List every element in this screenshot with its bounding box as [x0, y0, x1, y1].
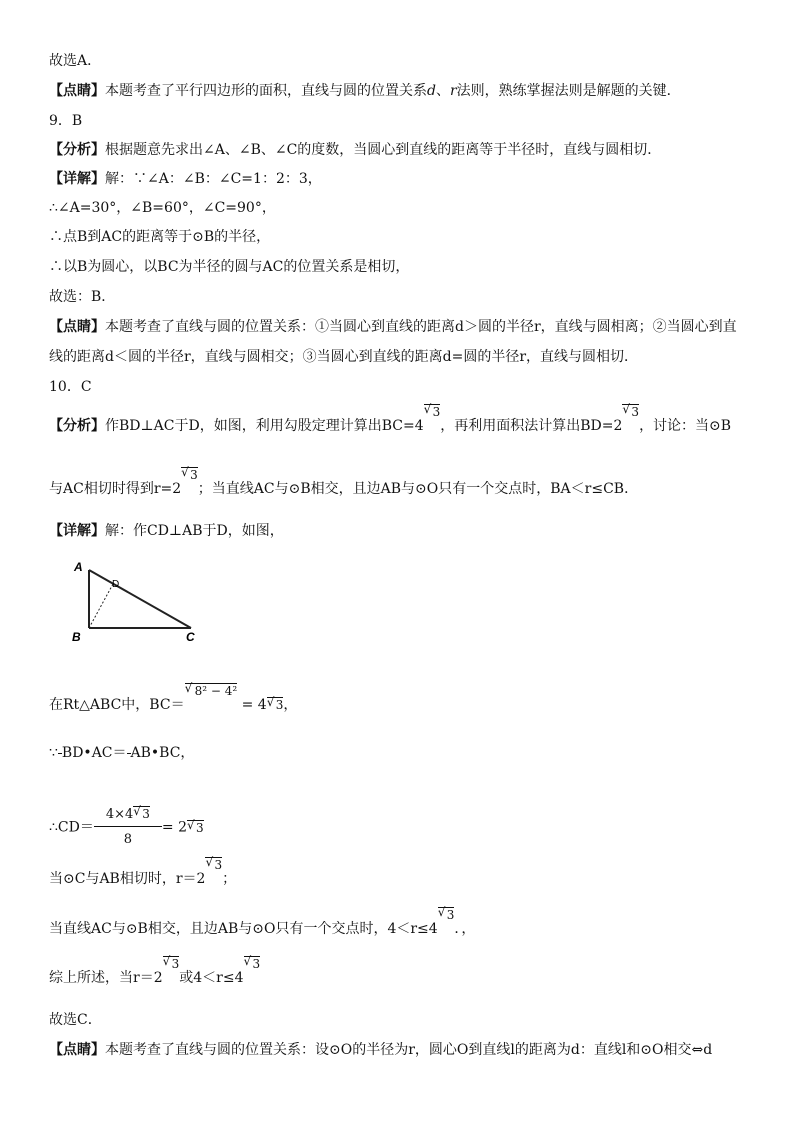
text: ∵: [49, 745, 58, 761]
line-area: [49, 744, 194, 762]
text: 作BD⊥AC于D，如图，利用勾股定理计算出BC=4: [105, 418, 424, 434]
radical-bc: √ 8² − 4²: [185, 683, 238, 698]
tag: 【点睛】: [49, 319, 105, 335]
tag: 【分析】: [49, 142, 105, 158]
sqrt3: √ 3: [622, 404, 639, 419]
text: 或4＜r≤4: [179, 970, 244, 986]
text: ．，: [454, 921, 476, 937]
sqrt3: √ 3: [424, 404, 441, 419]
label-b: B: [72, 630, 81, 644]
text: = 4: [237, 697, 267, 713]
tag: 【详解】: [49, 171, 105, 187]
text: ∴CD＝: [49, 819, 94, 836]
line-analysis-10: [49, 405, 732, 435]
line-detail-10: [49, 522, 284, 540]
tag: 【分析】: [49, 418, 105, 434]
text: ，: [283, 697, 298, 713]
text: ，讨论：当⊙B: [639, 418, 732, 434]
line-conclusion-b: 故选：B．: [49, 289, 116, 305]
tag: 【详解】: [49, 523, 105, 539]
line-conclusion-a: 故选A．: [49, 53, 102, 69]
line-comment-10: [49, 1041, 712, 1059]
line-comment-9-cont: 线的距离d＜圆的半径r，直线与圆相交；③当圆心到直线的距离d=圆的半径r，直线与圆相切．: [49, 349, 639, 365]
line-bc: [49, 684, 298, 714]
text: ，再利用面积法计算出BD=2: [440, 418, 623, 434]
line-analysis-9: [49, 141, 661, 159]
sqrt3: √ 3: [181, 467, 198, 482]
text: 综上所述，当r＝2: [49, 970, 163, 986]
var-r: r: [449, 83, 457, 99]
text: 与AC相切时得到r=2: [49, 481, 182, 497]
sqrt3: √ 3: [205, 857, 222, 872]
sqrt3: √ 3: [438, 907, 455, 922]
line-intersect: [49, 908, 476, 938]
fraction-cd: $\frac{4\times 4√ 3}{8}$: [94, 806, 162, 849]
line-angles: ∴∠A=30°，∠B=60°，∠C=90°，: [49, 200, 276, 216]
text: 法则，熟练掌握法则是解题的关键．: [456, 83, 681, 99]
text: = 2: [161, 819, 188, 836]
label-a: A: [74, 560, 83, 574]
text: AB•BC，: [130, 745, 195, 761]
tag: 【点睛】: [49, 83, 105, 99]
text: 本题考查了直线与圆的位置关系：设⊙O的半径为r，圆心O到直线l的距离为d：直线l和⊙O相交⇔d: [105, 1042, 713, 1058]
text: 根据题意先求出∠A、∠B、∠C的度数，当圆心到直线的距离等于半径时，直线与圆相切．: [105, 142, 662, 158]
tag: 【点睛】: [49, 1042, 105, 1058]
label-d: D: [112, 579, 120, 590]
sqrt3: √ 3: [244, 956, 261, 971]
text: 解：∵∠A：∠B：∠C=1：2：3，: [105, 171, 322, 187]
line-cd: [49, 806, 204, 849]
line-comment-9: [49, 318, 737, 336]
line-summary: [49, 957, 261, 987]
text: 本题考查了平行四边形的面积，直线与圆的位置关系: [105, 83, 427, 99]
text: 本题考查了直线与圆的位置关系：①当圆心到直线的距离d＞圆的半径r，直线与圆相离；②当圆心到直: [105, 319, 737, 335]
line-comment-8: [49, 82, 681, 100]
var-d: d: [427, 83, 436, 99]
text: BD•AC＝: [61, 745, 127, 761]
text: 当直线AC与⊙B相交，且边AB与⊙O只有一个交点时，4＜r≤4: [49, 921, 438, 937]
text: 在Rt△ABC中，BC＝: [49, 697, 185, 713]
answer-9: 9．B: [49, 113, 83, 129]
triangle-figure: [66, 555, 206, 645]
sqrt3: √ 3: [267, 697, 284, 712]
answer-10: 10．C: [49, 379, 92, 395]
label-c: C: [186, 630, 195, 644]
altitude-bd: [89, 584, 113, 628]
line-analysis-10-cont: [49, 468, 639, 498]
sqrt3: √ 3: [187, 820, 204, 835]
line-detail-9: [49, 170, 322, 188]
line-conclusion-c: 故选C．: [49, 1012, 102, 1028]
text: 当⊙C与AB相切时，r＝2: [49, 871, 206, 887]
line-distance: ∴点B到AC的距离等于⊙B的半径，: [49, 229, 271, 245]
text: ；当直线AC与⊙B相交，且边AB与⊙O只有一个交点时，BA＜r≤CB．: [197, 481, 639, 497]
text: ；: [222, 871, 237, 887]
line-tangent-c: [49, 858, 237, 888]
text: 解：作CD⊥AB于D，如图，: [105, 523, 284, 539]
text: 、: [435, 83, 450, 99]
line-tangent: ∴以B为圆心，以BC为半径的圆与AC的位置关系是相切，: [49, 259, 410, 275]
sqrt3: √ 3: [163, 956, 180, 971]
